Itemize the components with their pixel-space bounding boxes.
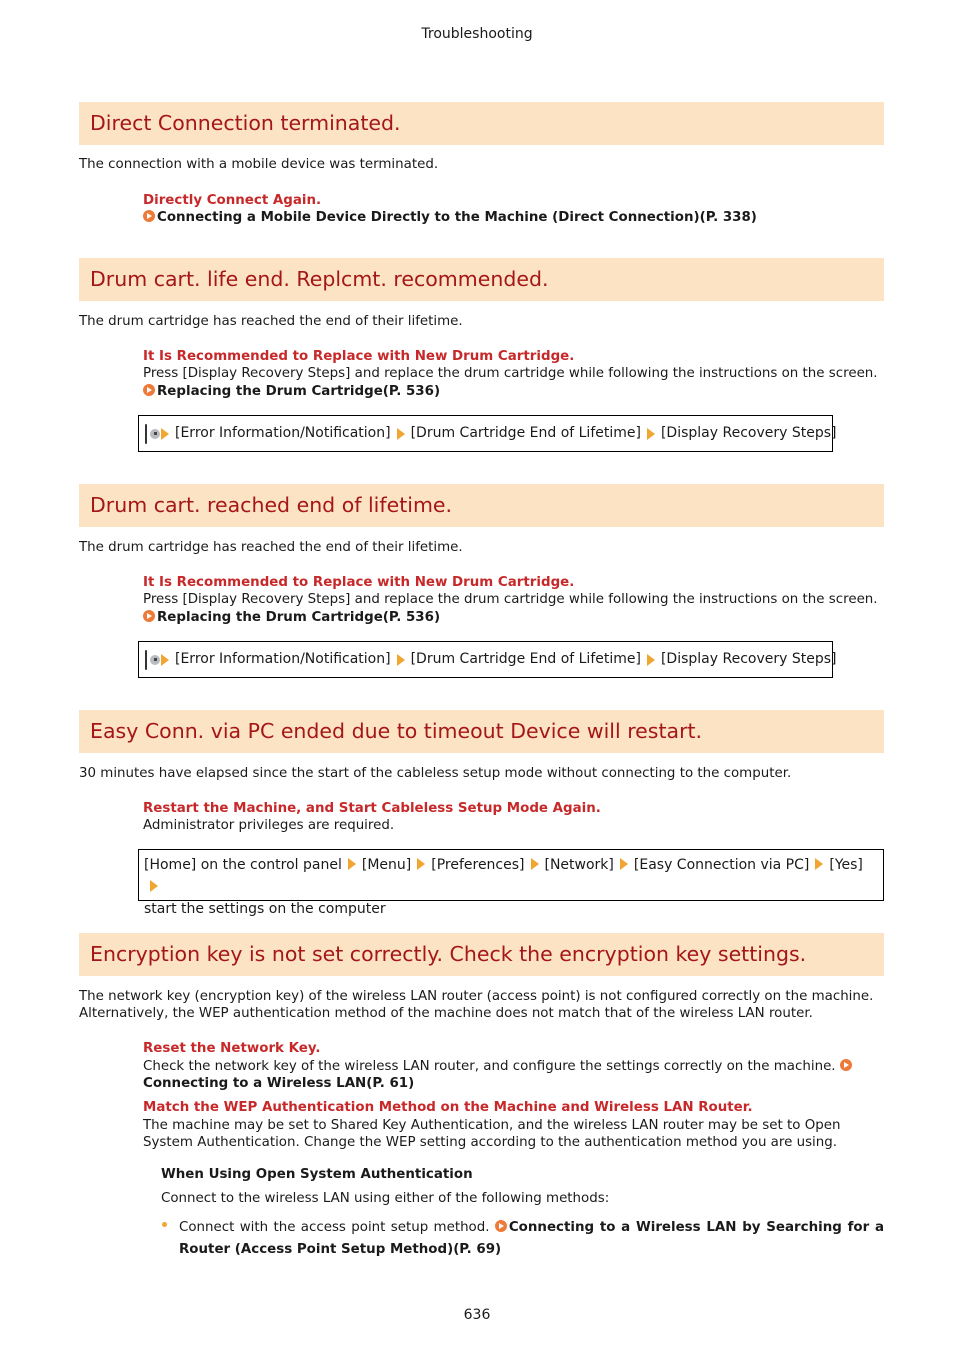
running-header: Troubleshooting [421,26,533,42]
link-arrow-icon [143,610,155,622]
path-step: [Display Recovery Steps] [660,425,837,441]
list-item [179,1217,884,1239]
section-description: The network key (encryption key) of the wireless LAN router (access point) is not configured correctly on the machine. [79,989,874,1004]
list-item-text: Connect with the access point setup method. [179,1220,490,1235]
menu-path-box [138,641,837,678]
arrow-right-icon [348,858,356,870]
path-step: [Display Recovery Steps] [660,651,837,667]
action-title: Directly Connect Again. [143,193,322,208]
path-step: start the settings on the computer [144,901,386,917]
arrow-right-icon [161,654,169,666]
path-step: [Error Information/Notification] [175,425,391,441]
action-text: Press [Display Recovery Steps] and replace the drum cartridge while following the instructions on the screen. [143,592,878,607]
action-title: Reset the Network Key. [143,1041,321,1056]
action-title: It Is Recommended to Replace with New Drum Cartridge. [143,575,575,590]
arrow-right-icon [647,654,655,666]
link-arrow-icon [495,1220,507,1232]
section-title: Drum cart. life end. Replcmt. recommended. [90,267,549,291]
arrow-right-icon [647,428,655,440]
arrow-right-icon [815,858,823,870]
path-step: [Yes] [829,857,863,873]
arrow-right-icon [161,428,169,440]
sub-heading: When Using Open System Authentication [161,1167,473,1182]
action-text: Administrator privileges are required. [143,818,395,833]
section-description: 30 minutes have elapsed since the start of the cableless setup mode without connecting to the computer. [79,766,792,781]
section-heading [79,484,884,527]
section-description: The drum cartridge has reached the end of their lifetime. [79,540,463,555]
arrow-right-icon [417,858,425,870]
action-text: Press [Display Recovery Steps] and replace the drum cartridge while following the instructions on the screen. [143,366,878,381]
link-text[interactable]: Replacing the Drum Cartridge(P. 536) [157,384,441,399]
menu-path-box [138,415,837,452]
section-description: The drum cartridge has reached the end of their lifetime. [79,314,463,329]
action-text: System Authentication. Change the WEP setting according to the authentication method you are using. [143,1135,838,1150]
path-step: [Home] on the control panel [144,857,342,873]
menu-key-icon [145,650,147,670]
arrow-right-icon [397,654,405,666]
page-number: 636 [463,1307,491,1323]
path-step: [Preferences] [431,857,525,873]
action-title: Restart the Machine, and Start Cableless Setup Mode Again. [143,801,601,816]
section-title: Easy Conn. via PC ended due to timeout Device will restart. [90,719,703,743]
path-step: [Error Information/Notification] [175,651,391,667]
section-heading [79,102,884,145]
cross-reference-link[interactable]: Router (Access Point Setup Method)(P. 69) [179,1242,502,1257]
section-heading [79,710,884,753]
path-step: [Drum Cartridge End of Lifetime] [410,425,641,441]
cross-reference-link[interactable] [143,383,884,400]
path-step: [Network] [544,857,614,873]
arrow-right-icon [150,880,158,892]
section-title: Drum cart. reached end of lifetime. [90,493,453,517]
arrow-right-icon [397,428,405,440]
cross-reference-link[interactable] [143,209,884,226]
sub-text: Connect to the wireless LAN using either of the following methods: [161,1191,610,1206]
arrow-right-icon [531,858,539,870]
link-text[interactable]: Connecting a Mobile Device Directly to the Machine (Direct Connection)(P. 338) [157,210,757,225]
action-title: Match the WEP Authentication Method on the Machine and Wireless LAN Router. [143,1100,753,1115]
section-title: Direct Connection terminated. [90,111,401,135]
section-heading [79,933,884,976]
action-title: It Is Recommended to Replace with New Drum Cartridge. [143,349,575,364]
action-text: The machine may be set to Shared Key Authentication, and the wireless LAN router may be set to Open [143,1118,841,1133]
link-text[interactable]: Replacing the Drum Cartridge(P. 536) [157,610,441,625]
path-step: [Easy Connection via PC] [633,857,810,873]
link-arrow-icon [143,210,155,222]
cross-reference-link[interactable]: Connecting to a Wireless LAN by Searching for a [508,1220,884,1235]
action-text [143,1058,884,1075]
arrow-right-icon [620,858,628,870]
cross-reference-link[interactable] [143,609,884,626]
link-arrow-icon [840,1059,852,1071]
path-step: [Menu] [361,857,412,873]
menu-key-icon [145,424,147,444]
action-text-body: Check the network key of the wireless LAN router, and configure the settings correctly on the machine. [143,1059,836,1074]
link-arrow-icon [143,384,155,396]
section-description: The connection with a mobile device was terminated. [79,157,439,172]
bullet-icon [162,1222,167,1227]
section-description: Alternatively, the WEP authentication method of the machine does not match that of the wireless LAN router. [79,1006,813,1021]
section-heading [79,258,884,301]
cross-reference-link[interactable]: Connecting to a Wireless LAN(P. 61) [143,1076,415,1091]
menu-path-box [138,849,884,917]
path-step: [Drum Cartridge End of Lifetime] [410,651,641,667]
section-title: Encryption key is not set correctly. Check the encryption key settings. [90,942,807,966]
